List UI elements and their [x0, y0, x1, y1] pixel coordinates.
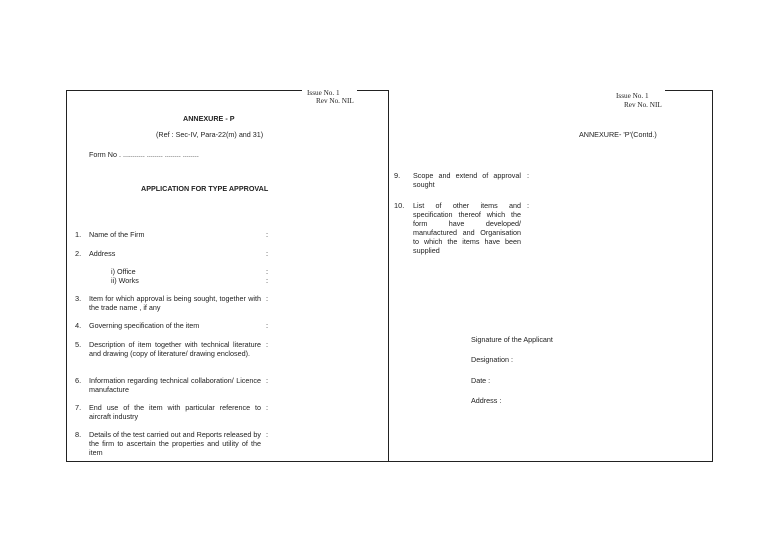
designation-label: Designation :: [471, 355, 513, 364]
item-colon: :: [266, 376, 269, 385]
item-label-end-use: End use of the item with particular reference to aircraft industry: [89, 403, 261, 421]
item-label-test-details: Details of the test carried out and Reports released by the firm to ascertain the properties and utility of the item: [89, 430, 261, 457]
item-colon: :: [266, 430, 269, 439]
signature-label: Signature of the Applicant: [471, 335, 553, 344]
reference-note: (Ref : Sec-IV, Para-22(m) and 31): [156, 130, 264, 139]
item-number: 10.: [394, 201, 405, 210]
center-divider: [388, 90, 389, 461]
item-colon: :: [266, 321, 269, 330]
item-label-works: ii) Works: [111, 276, 139, 285]
item-number: 5.: [75, 340, 82, 349]
item-label-collaboration: Information regarding technical collaboration/ Licence manufacture: [89, 376, 261, 394]
date-label: Date :: [471, 376, 491, 385]
item-label-office: i) Office: [111, 267, 136, 276]
issue-number: Issue No. 1: [616, 92, 649, 100]
item-label-other-items: List of other items and specification thereof which the form have developed/ manufactured and Organisation to which the items have been supplied: [413, 201, 521, 255]
annexure-title: ANNEXURE - P: [183, 114, 235, 123]
item-number: 9.: [394, 171, 401, 180]
item-colon: :: [266, 267, 269, 276]
left-top-rule: [66, 90, 302, 91]
address-label: Address :: [471, 396, 502, 405]
item-colon: :: [266, 340, 269, 349]
item-colon: :: [527, 171, 530, 180]
item-number: 1.: [75, 230, 82, 239]
item-colon: :: [266, 294, 269, 303]
revision-number: Rev No. NIL: [624, 101, 662, 109]
item-number: 8.: [75, 430, 82, 439]
item-label-scope: Scope and extend of approval sought: [413, 171, 521, 189]
item-colon: :: [266, 276, 269, 285]
item-number: 3.: [75, 294, 82, 303]
item-number: 2.: [75, 249, 82, 258]
item-colon: :: [266, 230, 269, 239]
item-number: 4.: [75, 321, 82, 330]
annexure-continued-title: ANNEXURE- 'P'(Contd.): [579, 130, 657, 139]
left-top-tick: [66, 90, 67, 98]
item-label-approval-item: Item for which approval is being sought, together with the trade name , if any: [89, 294, 261, 312]
revision-number: Rev No. NIL: [316, 97, 354, 105]
left-page-border: [66, 98, 67, 461]
item-number: 6.: [75, 376, 82, 385]
item-colon: :: [266, 403, 269, 412]
form-number: Form No . ........... ........ ........ ........: [89, 150, 199, 159]
application-title: APPLICATION FOR TYPE APPROVAL: [141, 184, 269, 193]
item-colon: :: [527, 201, 530, 210]
item-label-address: Address: [89, 249, 116, 258]
bottom-rule: [66, 461, 713, 462]
item-colon: :: [266, 249, 269, 258]
issue-number: Issue No. 1: [307, 89, 340, 97]
item-label-specification: Governing specification of the item: [89, 321, 200, 330]
item-label-firm-name: Name of the Firm: [89, 230, 145, 239]
right-top-rule: [665, 90, 713, 91]
center-top-rule: [357, 90, 389, 91]
right-page-border: [712, 90, 713, 461]
item-number: 7.: [75, 403, 82, 412]
item-label-description: Description of item together with technical literature and drawing (copy of literature/ drawing enclosed).: [89, 340, 261, 358]
